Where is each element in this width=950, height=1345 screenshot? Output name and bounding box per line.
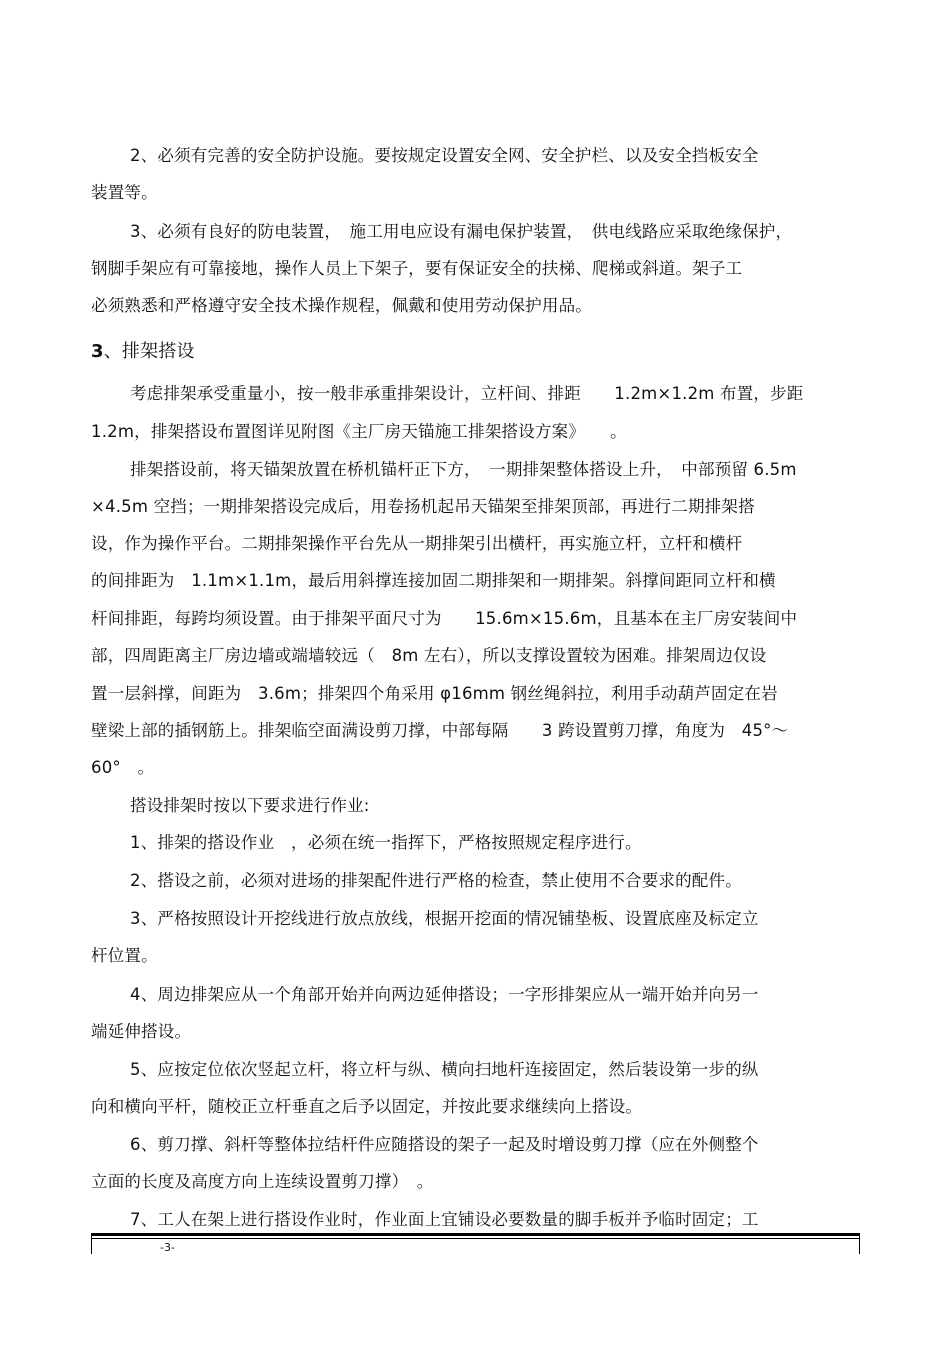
text-line: 杆间排距，每跨均须设置。由于排架平面尺寸为 15.6m×15.6m，且基本在主厂房安装间中	[91, 609, 798, 628]
text-line: 1、排架的搭设作业 ，必须在统一指挥下，严格按照规定程序进行。	[130, 833, 642, 852]
footer-tick-right	[859, 1236, 860, 1254]
text-line: 3、必须有良好的防电装置， 施工用电应设有漏电保护装置， 供电线路应采取绝缘保护，	[130, 222, 793, 241]
text-line: 7、工人在架上进行搭设作业时，作业面上宜铺设必要数量的脚手板并予临时固定；工	[130, 1210, 759, 1229]
text-line: 设，作为操作平台。二期排架操作平台先从一期排架引出横杆，再实施立杆，立杆和横杆	[91, 534, 743, 553]
footer-rule-thin	[91, 1238, 860, 1239]
text-line: 1.2m，排架搭设布置图详见附图《主厂房天锚施工排架搭设方案》 。	[91, 422, 627, 441]
text-line: 部，四周距离主厂房边墙或端墙较远（ 8m 左右），所以支撑设置较为困难。排架周边仅设	[91, 646, 767, 665]
text-line: 壁梁上部的插钢筋上。排架临空面满设剪刀撑，中部每隔 3 跨设置剪刀撑，角度为 45°～	[91, 721, 789, 740]
footer-tick-left	[91, 1236, 92, 1254]
text-line: 4、周边排架应从一个角部开始并向两边延伸搭设；一字形排架应从一端开始并向另一	[130, 985, 759, 1004]
text-line: 杆位置。	[91, 946, 158, 965]
footer-rule	[91, 1233, 860, 1236]
page-number: -3-	[160, 1241, 175, 1254]
text-line: 的间排距为 1.1m×1.1m，最后用斜撑连接加固二期排架和一期排架。斜撑间距同立杆和横	[91, 571, 776, 590]
section-number: 3	[91, 341, 104, 362]
text-line: 装置等。	[91, 183, 158, 202]
text-line: 5、应按定位依次竖起立杆，将立杆与纵、横向扫地杆连接固定，然后装设第一步的纵	[130, 1060, 759, 1079]
text-line: 60° 。	[91, 758, 155, 777]
text-line: 置一层斜撑，间距为 3.6m；排架四个角采用 φ16mm 钢丝绳斜拉，利用手动葫芦固定在岩	[91, 684, 778, 703]
text-line: 钢脚手架应有可靠接地，操作人员上下架子，要有保证安全的扶梯、爬梯或斜道。架子工	[91, 259, 743, 278]
text-line: 必须熟悉和严格遵守安全技术操作规程，佩戴和使用劳动保护用品。	[91, 296, 592, 315]
text-line: 2、必须有完善的安全防护设施。要按规定设置安全网、安全护栏、以及安全挡板安全	[130, 146, 759, 165]
section-heading	[91, 342, 195, 362]
text-line: 考虑排架承受重量小，按一般非承重排架设计，立杆间、排距 1.2m×1.2m 布置，步距	[130, 384, 804, 403]
text-line: 2、搭设之前，必须对进场的排架配件进行严格的检查，禁止使用不合要求的配件。	[130, 871, 742, 890]
text-line: 搭设排架时按以下要求进行作业:	[130, 796, 370, 815]
text-line: 6、剪刀撑、斜杆等整体拉结杆件应随搭设的架子一起及时增设剪刀撑（应在外侧整个	[130, 1135, 759, 1154]
text-line: 排架搭设前，将天锚架放置在桥机锚杆正下方， 一期排架整体搭设上升， 中部预留 6.5m	[130, 460, 797, 479]
text-line: 3、严格按照设计开挖线进行放点放线，根据开挖面的情况铺垫板、设置底座及标定立	[130, 909, 759, 928]
section-title: 、排架搭设	[103, 341, 195, 362]
text-line: 端延伸搭设。	[91, 1022, 192, 1041]
text-line: 立面的长度及高度方向上连续设置剪刀撑） 。	[91, 1172, 434, 1191]
text-line: ×4.5m 空挡；一期排架搭设完成后，用卷扬机起吊天锚架至排架顶部，再进行二期排架搭	[91, 497, 755, 516]
text-line: 向和横向平杆，随校正立杆垂直之后予以固定，并按此要求继续向上搭设。	[91, 1097, 643, 1116]
